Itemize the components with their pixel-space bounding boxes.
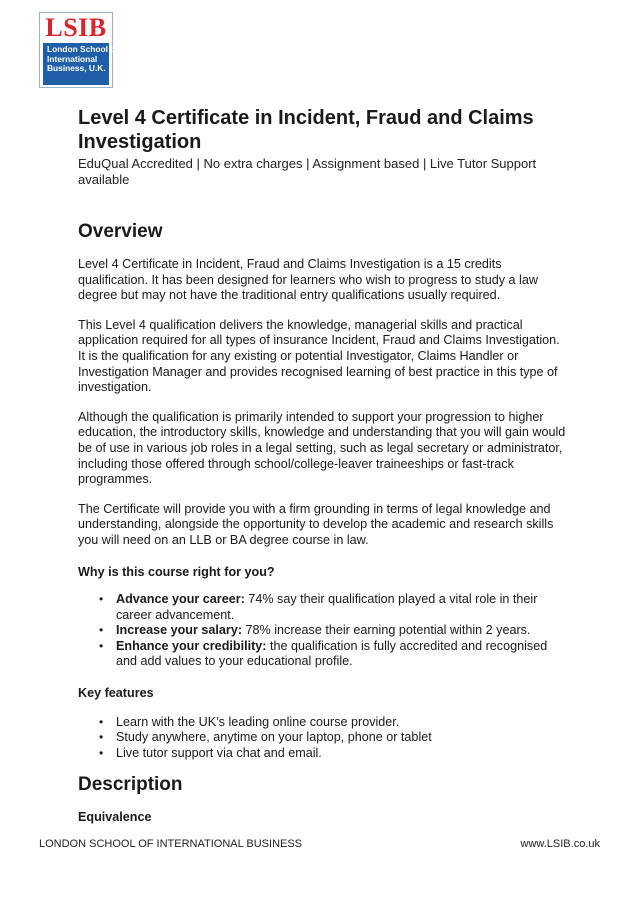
why-course-list	[78, 592, 570, 670]
logo-line: International	[47, 53, 98, 64]
logo-line: Business, U.K.	[47, 63, 106, 74]
overview-heading: Overview	[78, 221, 163, 242]
footer-school-name: LONDON SCHOOL OF INTERNATIONAL BUSINESS	[39, 838, 303, 850]
list-item	[116, 623, 570, 639]
list-item-text: the qualification is fully accredited and recognised and add values to your educational profile.	[116, 638, 548, 669]
equivalence-heading: Equivalence	[78, 810, 152, 825]
overview-paragraph: Level 4 Certificate in Incident, Fraud and Claims Investigation is a 15 credits qualification. It has been designed for learners who wish to progress to study a law degree but may not have the traditional entry qualifications usually required.	[78, 257, 538, 303]
list-item-text: 74% say their qualification played a vital role in their career advancement.	[116, 592, 538, 622]
list-item: • Study anywhere, anytime on your laptop, phone or tablet	[116, 730, 570, 746]
list-item	[116, 639, 570, 670]
description-heading: Description	[78, 774, 183, 796]
list-item-lead: Enhance your credibility:	[116, 638, 267, 653]
lsib-logo	[39, 12, 119, 88]
overview-paragraph: The Certificate will provide you with a firm grounding in terms of legal knowledge and understanding, alongside the opportunity to develop the academic and research skills you will need on an LLB or BA degree course in law.	[78, 501, 554, 547]
logo-line: London School of	[47, 44, 119, 54]
list-item: • Live tutor support via chat and email.	[116, 746, 570, 762]
list-item-text: 78% increase their earning potential within 2 years.	[242, 623, 531, 638]
key-features-heading: Key features	[78, 686, 154, 701]
list-item: • Learn with the UK’s leading online course provider.	[116, 715, 570, 731]
list-item	[116, 592, 570, 623]
list-item-lead: Advance your career:	[116, 592, 245, 607]
page-subtitle: EduQual Accredited | No extra charges | Assignment based | Live Tutor Support available	[78, 156, 537, 187]
document-body	[78, 106, 570, 826]
list-item-lead: Increase your salary:	[116, 623, 243, 638]
key-features-list	[78, 715, 570, 762]
logo-wordmark: LSIB	[45, 13, 107, 42]
page-title: Level 4 Certificate in Incident, Fraud and Claims Investigation	[78, 107, 534, 153]
why-course-heading: Why is this course right for you?	[78, 564, 275, 579]
logo-name-box	[43, 43, 119, 85]
overview-paragraph: Although the qualification is primarily intended to support your progression to higher education, the introductory skills, knowledge and understanding that you will gain would be of use in various job roles in a legal setting, such as legal secretary or administrator, including those offered through school/college-leaver traineeships or fast-track programmes.	[78, 409, 566, 487]
overview-paragraph: This Level 4 qualification delivers the knowledge, managerial skills and practical application required for all types of insurance Incident, Fraud and Claims Investigation. It is the qualification for any existing or potential Investigator, Claims Handler or Investigation Manager and provides recognised learning of best practice in this type of investigation.	[78, 317, 560, 395]
footer-website-link[interactable]: www.LSIB.co.uk	[520, 838, 600, 850]
